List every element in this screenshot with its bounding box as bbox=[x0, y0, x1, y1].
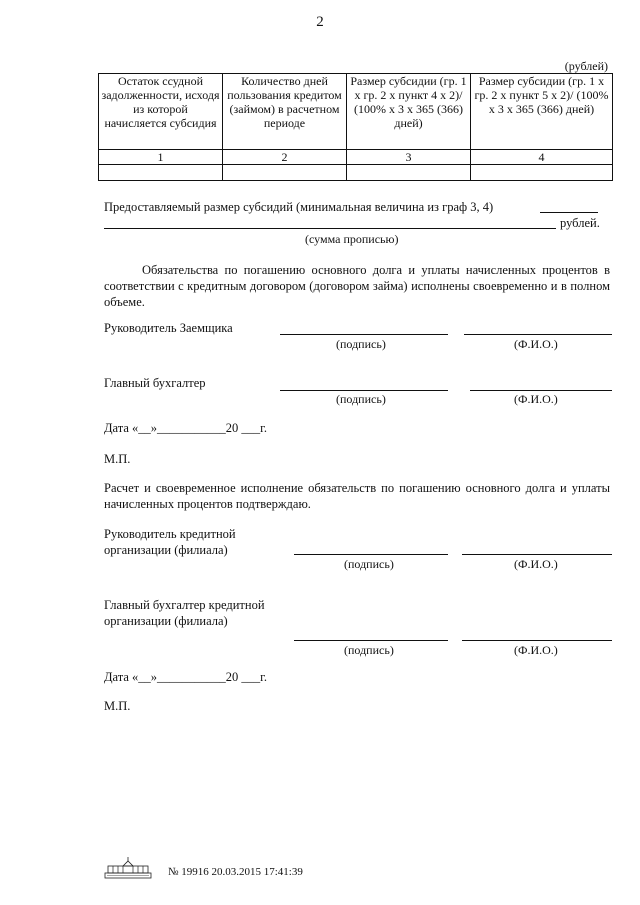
signature-field bbox=[280, 390, 448, 391]
table-cell bbox=[99, 165, 223, 181]
subsidy-amount-field bbox=[540, 212, 598, 213]
name-caption: (Ф.И.О.) bbox=[514, 392, 558, 406]
currency-label: рублей. bbox=[560, 216, 600, 230]
seal-mark: М.П. bbox=[104, 452, 131, 466]
column-number: 4 bbox=[471, 150, 613, 165]
unit-note: (рублей) bbox=[564, 59, 608, 73]
table-row bbox=[99, 165, 613, 181]
amount-in-words-field bbox=[104, 228, 556, 229]
column-header: Количество дней пользования кредитом (займом) в расчетном периоде bbox=[223, 74, 347, 150]
table-cell bbox=[223, 165, 347, 181]
column-number: 3 bbox=[347, 150, 471, 165]
bank-head-label-2: организации (филиала) bbox=[104, 543, 228, 557]
name-field bbox=[464, 334, 612, 335]
column-header: Размер субсидии (гр. 1 х гр. 2 х пункт 4 х 2)/ (100% х 3 х 365 (366) дней) bbox=[347, 74, 471, 150]
document-registration-number: № 19916 20.03.2015 17:41:39 bbox=[168, 866, 303, 878]
building-logo-icon bbox=[104, 856, 152, 880]
confirmation-paragraph bbox=[104, 480, 610, 512]
table-header-row bbox=[99, 74, 613, 150]
name-caption: (Ф.И.О.) bbox=[514, 643, 558, 657]
date-line: Дата «__»___________20 ___г. bbox=[104, 421, 268, 435]
name-caption: (Ф.И.О.) bbox=[514, 337, 558, 351]
table-cell bbox=[347, 165, 471, 181]
confirmation-text: Расчет и своевременное исполнение обязательств по погашению основного долга и уплаты начисленных процентов подтверждаю. bbox=[104, 481, 610, 511]
column-header: Размер субсидии (гр. 1 х гр. 2 х пункт 5 х 2)/ (100% х 3 х 365 (366) дней) bbox=[471, 74, 613, 150]
date-line: Дата «__»___________20 ___г. bbox=[104, 670, 268, 684]
table-cell bbox=[471, 165, 613, 181]
page-number: 2 bbox=[316, 14, 324, 30]
signature-field bbox=[280, 334, 448, 335]
signature-caption: (подпись) bbox=[344, 643, 394, 657]
obligations-text: Обязательства по погашению основного долга и уплаты начисленных процентов в соответствии с кредитным договором (договором займа) исполнены своевременно и в полном объеме. bbox=[104, 263, 610, 309]
bank-accountant-label-2: организации (филиала) bbox=[104, 614, 228, 628]
obligations-paragraph bbox=[104, 262, 610, 310]
column-number-row bbox=[99, 150, 613, 165]
subsidy-amount-label: Предоставляемый размер субсидий (минимальная величина из граф 3, 4) bbox=[104, 200, 494, 214]
signature-caption: (подпись) bbox=[344, 557, 394, 571]
name-caption: (Ф.И.О.) bbox=[514, 557, 558, 571]
name-field bbox=[462, 640, 612, 641]
column-number: 1 bbox=[99, 150, 223, 165]
bank-head-label: Руководитель кредитной bbox=[104, 527, 236, 541]
name-field bbox=[462, 554, 612, 555]
signature-field bbox=[294, 554, 448, 555]
signature-caption: (подпись) bbox=[336, 392, 386, 406]
seal-mark: М.П. bbox=[104, 699, 131, 713]
column-number: 2 bbox=[223, 150, 347, 165]
signature-caption: (подпись) bbox=[336, 337, 386, 351]
signature-field bbox=[294, 640, 448, 641]
name-field bbox=[470, 390, 612, 391]
borrower-accountant-label: Главный бухгалтер bbox=[104, 376, 206, 390]
borrower-head-label: Руководитель Заемщика bbox=[104, 321, 233, 335]
column-header: Остаток ссудной задолженности, исходя из которой начисляется субсидия bbox=[99, 74, 223, 150]
subsidy-table bbox=[98, 73, 613, 181]
amount-in-words-caption: (сумма прописью) bbox=[305, 232, 399, 246]
bank-accountant-label: Главный бухгалтер кредитной bbox=[104, 598, 265, 612]
